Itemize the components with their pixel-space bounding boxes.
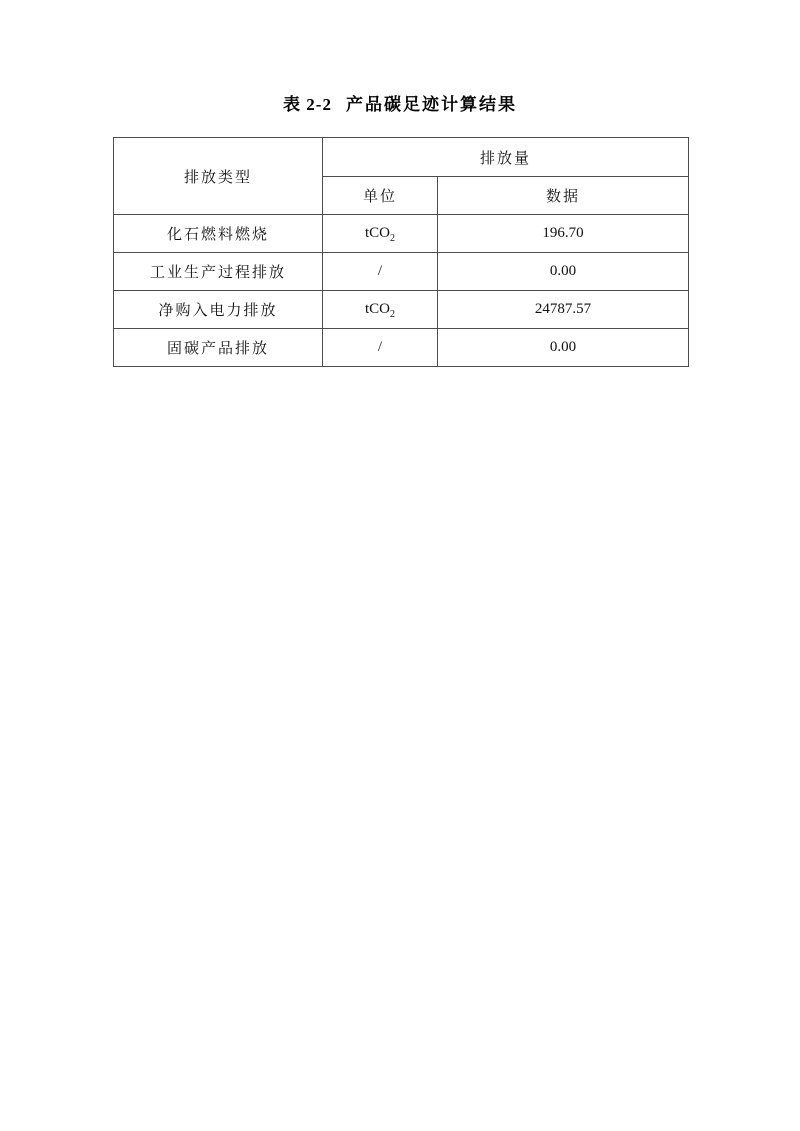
header-data: 数据 bbox=[438, 177, 689, 215]
cell-unit: / bbox=[323, 329, 438, 367]
header-emission-type: 排放类型 bbox=[114, 138, 323, 215]
cell-value: 196.70 bbox=[438, 215, 689, 253]
carbon-footprint-table bbox=[113, 137, 689, 367]
table-caption bbox=[0, 0, 800, 115]
header-row-1 bbox=[114, 138, 689, 177]
cell-unit: / bbox=[323, 253, 438, 291]
cell-emission-type: 工业生产过程排放 bbox=[114, 253, 323, 291]
table-caption-text: 产品碳足迹计算结果 bbox=[345, 95, 517, 114]
cell-emission-type: 净购入电力排放 bbox=[114, 291, 323, 329]
cell-value: 0.00 bbox=[438, 253, 689, 291]
cell-emission-type: 化石燃料燃烧 bbox=[114, 215, 323, 253]
table-row bbox=[114, 215, 689, 253]
table-row bbox=[114, 253, 689, 291]
table-header bbox=[114, 138, 689, 215]
table-caption-number: 表 2-2 bbox=[283, 95, 332, 114]
header-emission-amount: 排放量 bbox=[323, 138, 689, 177]
cell-value: 0.00 bbox=[438, 329, 689, 367]
cell-value: 24787.57 bbox=[438, 291, 689, 329]
table-body bbox=[114, 215, 689, 367]
header-unit: 单位 bbox=[323, 177, 438, 215]
table-row bbox=[114, 291, 689, 329]
cell-emission-type: 固碳产品排放 bbox=[114, 329, 323, 367]
cell-unit: tCO$_2$ bbox=[323, 215, 438, 253]
cell-unit: tCO$_2$ bbox=[323, 291, 438, 329]
table-row bbox=[114, 329, 689, 367]
